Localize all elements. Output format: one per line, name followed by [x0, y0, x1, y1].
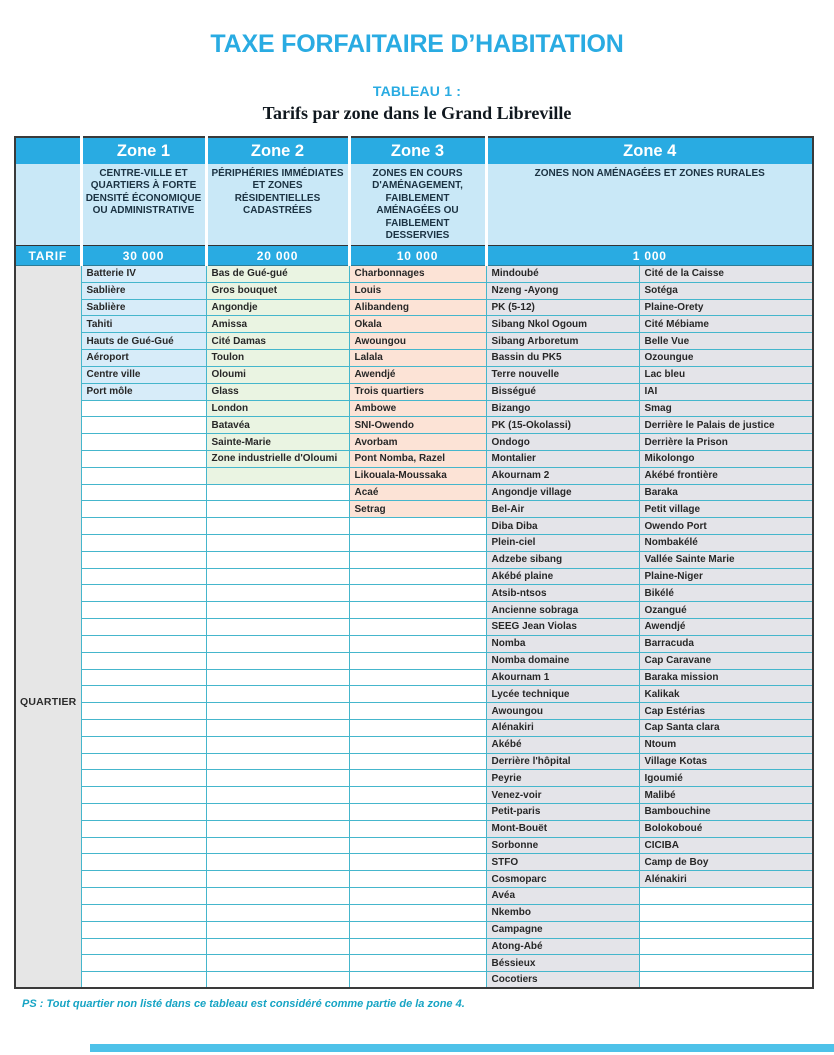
quartier-cell [81, 921, 206, 938]
quartier-cell: Angondje [206, 299, 349, 316]
quartier-cell: Bas de Gué-gué [206, 266, 349, 283]
quartier-cell [639, 921, 813, 938]
quartier-cell [81, 450, 206, 467]
quartier-cell: Cité de la Caisse [639, 266, 813, 283]
quartier-cell [81, 619, 206, 636]
quartier-cell: Angondje village [486, 484, 639, 501]
table-row [15, 921, 813, 938]
table-row [15, 400, 813, 417]
quartier-cell: Lac bleu [639, 366, 813, 383]
table-row [15, 972, 813, 989]
quartier-cell [639, 938, 813, 955]
quartier-cell [81, 518, 206, 535]
table-row [15, 719, 813, 736]
quartier-cell: Mikolongo [639, 450, 813, 467]
quartier-cell: Village Kotas [639, 753, 813, 770]
quartier-cell: SEEG Jean Violas [486, 619, 639, 636]
tarif-label: TARIF [15, 246, 81, 266]
quartier-cell: Ozoungue [639, 350, 813, 367]
table-row [15, 568, 813, 585]
quartier-cell [81, 551, 206, 568]
quartier-cell: Vallée Sainte Marie [639, 551, 813, 568]
quartier-cell [349, 804, 486, 821]
quartier-cell: Bambouchine [639, 804, 813, 821]
quartier-cell: Sainte-Marie [206, 434, 349, 451]
quartier-cell [639, 972, 813, 989]
zone-description-row [15, 164, 813, 246]
quartier-cell: Louis [349, 282, 486, 299]
quartier-cell: Lycée technique [486, 686, 639, 703]
quartier-cell [349, 955, 486, 972]
quartier-cell [206, 955, 349, 972]
quartier-cell [81, 467, 206, 484]
quartier-cell: Nombakélé [639, 535, 813, 552]
quartier-label-cell [15, 266, 81, 989]
quartier-cell [349, 669, 486, 686]
quartier-cell: Glass [206, 383, 349, 400]
table-row [15, 417, 813, 434]
table-row [15, 333, 813, 350]
zone3-header: Zone 3 [349, 137, 486, 164]
zone1-tarif: 30 000 [81, 246, 206, 266]
table-row [15, 770, 813, 787]
quartier-cell [206, 551, 349, 568]
quartier-cell: Petit-paris [486, 804, 639, 821]
table-row [15, 820, 813, 837]
quartier-cell: Ancienne sobraga [486, 602, 639, 619]
quartier-cell: Akébé [486, 736, 639, 753]
quartier-cell: Akournam 1 [486, 669, 639, 686]
quartier-cell [81, 501, 206, 518]
tariff-table [14, 136, 814, 989]
quartier-cell [81, 770, 206, 787]
quartier-cell [206, 804, 349, 821]
quartier-cell [639, 955, 813, 972]
quartier-cell [206, 585, 349, 602]
quartier-cell: Belle Vue [639, 333, 813, 350]
quartier-cell [206, 619, 349, 636]
quartier-cell: Oloumi [206, 366, 349, 383]
quartier-cell: Ambowe [349, 400, 486, 417]
table-row [15, 686, 813, 703]
quartier-cell: Sablière [81, 282, 206, 299]
quartier-cell [349, 719, 486, 736]
quartier-cell [81, 736, 206, 753]
quartier-cell: Likouala-Moussaka [349, 467, 486, 484]
quartier-cell: Mont-Bouët [486, 820, 639, 837]
table-row [15, 551, 813, 568]
quartier-cell [81, 602, 206, 619]
quartier-cell [349, 535, 486, 552]
table-row [15, 703, 813, 720]
quartier-cell [206, 972, 349, 989]
quartier-cell [349, 921, 486, 938]
quartier-cell: Sotéga [639, 282, 813, 299]
quartier-cell: Nomba domaine [486, 652, 639, 669]
quartier-cell [206, 854, 349, 871]
footnote: PS : Tout quartier non listé dans ce tableau est considéré comme partie de la zone 4. [22, 998, 465, 1011]
quartier-cell [349, 602, 486, 619]
quartier-cell [349, 888, 486, 905]
quartier-cell: Awoungou [349, 333, 486, 350]
quartier-cell [349, 568, 486, 585]
quartier-cell: Bizango [486, 400, 639, 417]
quartier-cell [206, 770, 349, 787]
quartier-cell [349, 820, 486, 837]
quartier-cell: Sablière [81, 299, 206, 316]
quartier-cell [206, 669, 349, 686]
quartier-cell [639, 888, 813, 905]
table-row [15, 736, 813, 753]
table-subtitle: Tarifs par zone dans le Grand Libreville [262, 103, 572, 123]
quartier-cell [206, 467, 349, 484]
quartier-cell [81, 585, 206, 602]
table-row [15, 854, 813, 871]
table-row [15, 888, 813, 905]
quartier-cell [81, 904, 206, 921]
corner-cell [15, 137, 81, 164]
quartier-cell [206, 518, 349, 535]
table-row [15, 316, 813, 333]
quartier-cell: Béssieux [486, 955, 639, 972]
quartier-cell: Nzeng -Ayong [486, 282, 639, 299]
table-row [15, 299, 813, 316]
quartier-cell [81, 484, 206, 501]
quartier-cell: Malibé [639, 787, 813, 804]
quartier-cell: PK (5-12) [486, 299, 639, 316]
quartier-cell [349, 652, 486, 669]
quartier-cell: Akournam 2 [486, 467, 639, 484]
quartier-cell: Ntoum [639, 736, 813, 753]
zone-header-row [15, 137, 813, 164]
quartier-cell [206, 719, 349, 736]
quartier-cell: London [206, 400, 349, 417]
quartier-cell [206, 568, 349, 585]
quartier-cell: Plein-ciel [486, 535, 639, 552]
table-row [15, 955, 813, 972]
table-row [15, 501, 813, 518]
quartier-cell [81, 652, 206, 669]
zone2-header: Zone 2 [206, 137, 349, 164]
quartier-cell [349, 770, 486, 787]
quartier-cell [81, 434, 206, 451]
zone3-description: ZONES EN COURS D'AMÉNAGEMENT, FAIBLEMENT AMÉNAGÉES OU FAIBLEMENT DESSERVIES [349, 164, 486, 246]
quartier-cell [206, 652, 349, 669]
quartier-cell [206, 501, 349, 518]
quartier-cell: Barracuda [639, 635, 813, 652]
quartier-cell: Igoumié [639, 770, 813, 787]
table-row [15, 871, 813, 888]
quartier-cell: Aéroport [81, 350, 206, 367]
quartier-cell [349, 904, 486, 921]
quartier-cell [349, 518, 486, 535]
quartier-cell: Mindoubé [486, 266, 639, 283]
table-row [15, 585, 813, 602]
quartier-cell [349, 551, 486, 568]
quartier-cell [206, 871, 349, 888]
quartier-cell: Gros bouquet [206, 282, 349, 299]
table-row [15, 450, 813, 467]
table-row [15, 350, 813, 367]
quartier-cell [81, 955, 206, 972]
quartier-cell: Batavéa [206, 417, 349, 434]
quartier-cell: Terre nouvelle [486, 366, 639, 383]
quartier-cell: Nomba [486, 635, 639, 652]
quartier-cell [349, 837, 486, 854]
quartier-cell [206, 635, 349, 652]
quartier-cell [81, 703, 206, 720]
table-row [15, 602, 813, 619]
quartier-cell [349, 871, 486, 888]
quartier-cell [81, 972, 206, 989]
quartier-cell [81, 669, 206, 686]
quartier-cell: Cap Santa clara [639, 719, 813, 736]
quartier-cell: Tahiti [81, 316, 206, 333]
quartier-cell: Lalala [349, 350, 486, 367]
quartier-cell [81, 535, 206, 552]
quartier-cell: Bassin du PK5 [486, 350, 639, 367]
quartier-cell [81, 854, 206, 871]
quartier-cell: Venez-voir [486, 787, 639, 804]
quartier-rows [15, 266, 813, 989]
zone4-description: ZONES NON AMÉNAGÉES ET ZONES RURALES [486, 164, 813, 246]
quartier-cell: Baraka [639, 484, 813, 501]
table-row [15, 467, 813, 484]
table-row [15, 753, 813, 770]
quartier-cell [349, 703, 486, 720]
quartier-cell: Derrière le Palais de justice [639, 417, 813, 434]
quartier-cell [206, 837, 349, 854]
quartier-cell: Owendo Port [639, 518, 813, 535]
quartier-cell: Setrag [349, 501, 486, 518]
zone2-description: PÉRIPHÉRIES IMMÉDIATES ET ZONES RÉSIDENTIELLES CADASTRÉES [206, 164, 349, 246]
quartier-cell [349, 854, 486, 871]
quartier-cell [206, 904, 349, 921]
quartier-cell: PK (15-Okolassi) [486, 417, 639, 434]
quartier-cell: Plaine-Orety [639, 299, 813, 316]
quartier-cell: Centre ville [81, 366, 206, 383]
quartier-cell: Diba Diba [486, 518, 639, 535]
quartier-cell: Akébé plaine [486, 568, 639, 585]
quartier-cell: Acaé [349, 484, 486, 501]
quartier-cell [639, 904, 813, 921]
table-row [15, 652, 813, 669]
quartier-cell: Amissa [206, 316, 349, 333]
quartier-cell: Atong-Abé [486, 938, 639, 955]
quartier-cell: Nkembo [486, 904, 639, 921]
quartier-cell [81, 787, 206, 804]
quartier-cell [206, 888, 349, 905]
quartier-cell [81, 400, 206, 417]
zone4-tarif: 1 000 [486, 246, 813, 266]
table-row [15, 804, 813, 821]
table-row [15, 535, 813, 552]
quartier-cell [206, 602, 349, 619]
quartier-cell: Batterie IV [81, 266, 206, 283]
table-row [15, 837, 813, 854]
quartier-cell [349, 585, 486, 602]
quartier-cell: Awendjé [639, 619, 813, 636]
table-row [15, 669, 813, 686]
quartier-cell: Alénakiri [486, 719, 639, 736]
quartier-cell: Port môle [81, 383, 206, 400]
quartier-cell: Campagne [486, 921, 639, 938]
quartier-cell [81, 938, 206, 955]
quartier-cell [81, 871, 206, 888]
quartier-cell: SNI-Owendo [349, 417, 486, 434]
quartier-cell [81, 719, 206, 736]
quartier-cell [81, 635, 206, 652]
quartier-cell: Bel-Air [486, 501, 639, 518]
quartier-cell: Alibandeng [349, 299, 486, 316]
table-row [15, 366, 813, 383]
quartier-cell: Awoungou [486, 703, 639, 720]
table-row [15, 282, 813, 299]
quartier-cell [349, 619, 486, 636]
quartier-cell: Alénakiri [639, 871, 813, 888]
page-title: TAXE FORFAITAIRE D’HABITATION [210, 30, 624, 58]
table-row [15, 787, 813, 804]
quartier-cell: Cosmoparc [486, 871, 639, 888]
table-row [15, 484, 813, 501]
table-row [15, 383, 813, 400]
quartier-cell: Baraka mission [639, 669, 813, 686]
quartier-cell: Pont Nomba, Razel [349, 450, 486, 467]
quartier-cell [81, 753, 206, 770]
table-label: TABLEAU 1 : [372, 83, 462, 99]
quartier-cell: Avorbam [349, 434, 486, 451]
quartier-cell: Cité Damas [206, 333, 349, 350]
corner-cell [15, 164, 81, 246]
quartier-cell [349, 972, 486, 989]
quartier-cell: Cap Caravane [639, 652, 813, 669]
quartier-cell [81, 837, 206, 854]
quartier-cell: Bisségué [486, 383, 639, 400]
tarif-row [15, 246, 813, 266]
quartier-cell: Cité Mébiame [639, 316, 813, 333]
quartier-cell [81, 804, 206, 821]
quartier-cell: Ondogo [486, 434, 639, 451]
zone3-tarif: 10 000 [349, 246, 486, 266]
table-row [15, 518, 813, 535]
quartier-cell: Smag [639, 400, 813, 417]
quartier-cell: Toulon [206, 350, 349, 367]
quartier-cell: Atsib-ntsos [486, 585, 639, 602]
quartier-cell: Camp de Boy [639, 854, 813, 871]
quartier-cell [206, 736, 349, 753]
quartier-cell: Avéa [486, 888, 639, 905]
quartier-cell [349, 787, 486, 804]
zone1-description: CENTRE-VILLE ET QUARTIERS À FORTE DENSITÉ ÉCONOMIQUE OU ADMINISTRATIVE [81, 164, 206, 246]
table-row [15, 904, 813, 921]
quartier-cell [206, 787, 349, 804]
quartier-cell [206, 703, 349, 720]
quartier-cell [206, 686, 349, 703]
quartier-cell: Awendjé [349, 366, 486, 383]
quartier-cell: Bolokoboué [639, 820, 813, 837]
quartier-cell: Trois quartiers [349, 383, 486, 400]
quartier-cell [81, 568, 206, 585]
quartier-cell [206, 535, 349, 552]
quartier-cell: Peyrie [486, 770, 639, 787]
quartier-cell [206, 820, 349, 837]
quartier-cell: Charbonnages [349, 266, 486, 283]
quartier-cell: Zone industrielle d'Oloumi [206, 450, 349, 467]
quartier-cell [81, 686, 206, 703]
table-row [15, 635, 813, 652]
quartier-cell: Cocotiers [486, 972, 639, 989]
quartier-cell: Bikélé [639, 585, 813, 602]
quartier-cell [349, 635, 486, 652]
table-row [15, 938, 813, 955]
quartier-cell: Sibang Nkol Ogoum [486, 316, 639, 333]
quartier-cell [81, 417, 206, 434]
quartier-cell: Derrière l'hôpital [486, 753, 639, 770]
zone4-header: Zone 4 [486, 137, 813, 164]
quartier-cell: Okala [349, 316, 486, 333]
quartier-cell: Akébé frontière [639, 467, 813, 484]
table-row [15, 619, 813, 636]
quartier-cell [349, 753, 486, 770]
bottom-bar [90, 1044, 834, 1052]
quartier-cell: IAI [639, 383, 813, 400]
table-row [15, 434, 813, 451]
quartier-cell [349, 938, 486, 955]
quartier-cell: Hauts de Gué-Gué [81, 333, 206, 350]
quartier-cell: Ozangué [639, 602, 813, 619]
quartier-cell: Sibang Arboretum [486, 333, 639, 350]
table-row [15, 266, 813, 283]
quartier-cell [206, 921, 349, 938]
quartier-cell [206, 938, 349, 955]
quartier-cell: STFO [486, 854, 639, 871]
quartier-cell [206, 484, 349, 501]
quartier-cell [81, 888, 206, 905]
quartier-cell: Montalier [486, 450, 639, 467]
quartier-cell [81, 820, 206, 837]
quartier-cell: Plaine-Niger [639, 568, 813, 585]
quartier-cell: Kalikak [639, 686, 813, 703]
zone2-tarif: 20 000 [206, 246, 349, 266]
quartier-cell: Petit village [639, 501, 813, 518]
quartier-cell: Sorbonne [486, 837, 639, 854]
quartier-label: QUARTIER [20, 696, 77, 709]
quartier-cell: CICIBA [639, 837, 813, 854]
quartier-cell: Derrière la Prison [639, 434, 813, 451]
flyer-page [0, 31, 834, 1055]
quartier-cell [206, 753, 349, 770]
quartier-cell [349, 686, 486, 703]
quartier-cell: Adzebe sibang [486, 551, 639, 568]
zone1-header: Zone 1 [81, 137, 206, 164]
quartier-cell [349, 736, 486, 753]
quartier-cell: Cap Estérias [639, 703, 813, 720]
